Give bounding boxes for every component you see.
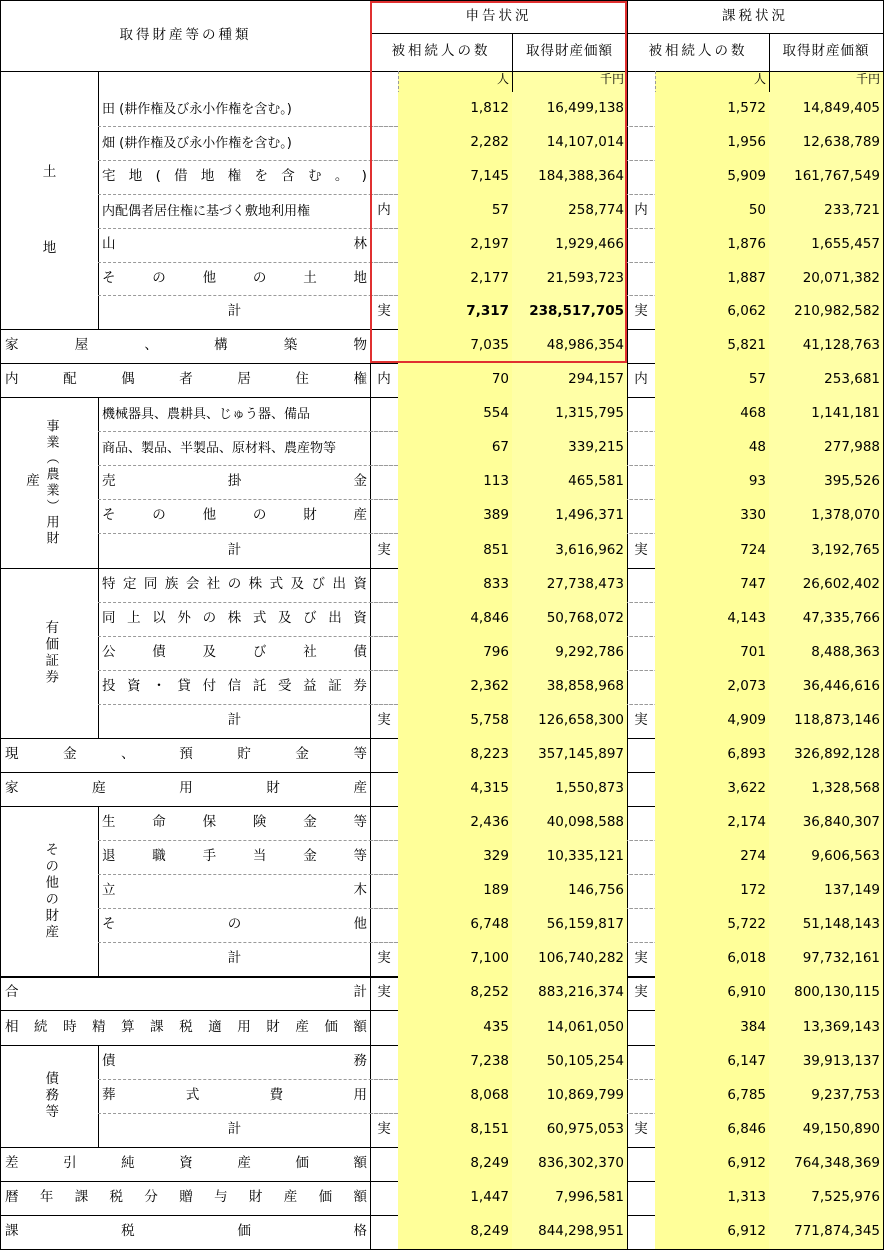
declared-count: 7,317	[466, 303, 509, 320]
taxed-value: 277,988	[824, 439, 880, 456]
group-debts: 債務等	[42, 1071, 59, 1121]
taxed-value: 26,602,402	[802, 576, 880, 593]
row-label-text: 宅 地 ( 借 地 権 を 含 む 。 )	[102, 168, 367, 185]
marker: 実	[377, 950, 391, 967]
row-label-text: 公 債 及 び 社 債	[102, 644, 367, 661]
row-label	[1, 363, 370, 397]
declared-count: 57	[491, 202, 509, 219]
taxed-value: 3,192,765	[811, 541, 880, 558]
declared-value: 836,302,370	[538, 1155, 624, 1172]
taxed-count: 6,785	[727, 1087, 766, 1104]
row-label	[98, 194, 370, 228]
row-label	[98, 602, 370, 636]
group-business-prefix: 産	[26, 473, 40, 490]
declared-count: 2,197	[470, 236, 509, 253]
header-declared-count: 被相続人の数	[391, 43, 491, 60]
taxed-value: 14,849,405	[802, 100, 880, 117]
row-label-text: 差 引 純 資 産 価 額	[5, 1155, 367, 1172]
taxed-count: 384	[740, 1018, 766, 1035]
row-label-text: 同 上 以 外 の 株 式 及 び 出 資	[102, 610, 367, 627]
marker: 内	[377, 202, 391, 219]
marker: 実	[634, 950, 648, 967]
declared-value: 50,105,254	[546, 1053, 624, 1070]
taxed-count: 5,722	[727, 916, 766, 933]
declared-value: 106,740,282	[538, 950, 624, 967]
taxed-value: 9,237,753	[811, 1087, 880, 1104]
marker: 実	[634, 303, 648, 320]
row-label-text: 生 命 保 険 金 等	[102, 814, 367, 831]
declared-count: 2,436	[470, 814, 509, 831]
row-label-text: 計	[227, 541, 242, 558]
taxed-value: 1,378,070	[811, 507, 880, 524]
row-label	[1, 329, 370, 363]
declared-count: 2,282	[470, 134, 509, 151]
row-label	[98, 670, 370, 704]
declared-count: 8,249	[470, 1223, 509, 1240]
declared-value: 357,145,897	[538, 746, 624, 763]
row-label-text: 計	[227, 1121, 242, 1138]
group-securities: 有価証券	[42, 620, 59, 686]
taxed-value: 764,348,369	[794, 1155, 880, 1172]
row-label	[98, 908, 370, 942]
taxed-value: 395,526	[824, 473, 880, 490]
row-label	[1, 976, 370, 1010]
taxed-value: 7,525,976	[811, 1189, 880, 1206]
row-label-text: 畑 (耕作権及び永小作権を含む。)	[102, 135, 292, 151]
declared-count: 833	[483, 576, 509, 593]
row-label	[98, 160, 370, 194]
marker: 実	[634, 712, 648, 729]
declared-value: 184,388,364	[538, 168, 624, 185]
row-label	[98, 295, 370, 329]
declared-count: 4,846	[470, 610, 509, 627]
taxed-count: 4,143	[727, 610, 766, 627]
declared-count: 67	[491, 439, 509, 456]
declared-value: 1,496,371	[555, 507, 624, 524]
declared-count: 1,447	[470, 1189, 509, 1206]
declared-value: 883,216,374	[538, 984, 624, 1001]
taxed-value: 49,150,890	[802, 1121, 880, 1138]
highlight-box	[370, 1, 627, 363]
row-label-text: そ の 他 の 財 産	[102, 507, 367, 524]
declared-count: 1,812	[470, 100, 509, 117]
declared-value: 1,929,466	[555, 236, 624, 253]
declared-value: 27,738,473	[546, 576, 624, 593]
row-label-text: 山 林	[102, 236, 367, 253]
header-declared-value: 取得財産価額	[526, 43, 613, 60]
declared-value: 16,499,138	[546, 100, 624, 117]
taxed-count: 1,313	[727, 1189, 766, 1206]
taxed-value: 771,874,345	[794, 1223, 880, 1240]
row-label	[98, 1079, 370, 1113]
declared-count: 6,748	[470, 916, 509, 933]
declared-value: 339,215	[568, 439, 624, 456]
taxed-count: 2,174	[727, 814, 766, 831]
row-label	[98, 1045, 370, 1079]
row-label-text: 合 計	[5, 984, 367, 1001]
declared-value: 1,315,795	[555, 405, 624, 422]
row-label-text: 計	[227, 712, 242, 729]
taxed-value: 36,446,616	[802, 678, 880, 695]
taxed-count: 6,147	[727, 1053, 766, 1070]
row-label-text: そ の 他 の 土 地	[102, 269, 367, 286]
row-label-text: 売 掛 金	[102, 473, 367, 490]
marker: 実	[377, 541, 391, 558]
row-label-text: 葬 式 費 用	[102, 1087, 367, 1104]
taxed-value: 253,681	[824, 371, 880, 388]
taxed-value: 12,638,789	[802, 134, 880, 151]
declared-count: 8,223	[470, 746, 509, 763]
taxed-value: 51,148,143	[802, 916, 880, 933]
taxed-count: 1,887	[727, 269, 766, 286]
unit-people: 人	[753, 72, 766, 86]
row-label-text: 計	[227, 303, 242, 320]
row-label-text: 特 定 同 族 会 社 の 株 式 及 び 出 資	[102, 576, 367, 593]
row-label	[1, 1147, 370, 1181]
row-label-text: 内配偶者居住権に基づく敷地利用権	[102, 203, 311, 219]
row-label	[98, 397, 370, 431]
marker: 実	[377, 712, 391, 729]
taxed-value: 41,128,763	[802, 337, 880, 354]
taxed-count: 2,073	[727, 678, 766, 695]
taxed-count: 6,893	[727, 746, 766, 763]
declared-count: 7,035	[470, 337, 509, 354]
unit-thousand-yen: 千円	[855, 72, 880, 86]
taxed-count: 1,956	[727, 134, 766, 151]
group-land: 土 地	[42, 164, 57, 256]
taxed-value: 13,369,143	[802, 1018, 880, 1035]
row-label-text: 機械器具、農耕具、じゅう器、備品	[102, 406, 311, 422]
marker: 実	[377, 303, 391, 320]
row-label-text: 計	[227, 950, 242, 967]
declared-count: 4,315	[470, 780, 509, 797]
taxed-count: 93	[748, 473, 766, 490]
taxed-count: 6,910	[727, 984, 766, 1001]
row-label	[1, 738, 370, 772]
marker: 実	[634, 984, 648, 1001]
marker: 実	[634, 1121, 648, 1138]
declared-value: 56,159,817	[546, 916, 624, 933]
declared-count: 5,758	[470, 712, 509, 729]
taxed-value: 1,655,457	[811, 236, 880, 253]
declared-count: 2,177	[470, 269, 509, 286]
row-label-text: そ の 他	[102, 916, 367, 933]
taxed-count: 330	[740, 507, 766, 524]
taxed-count: 6,912	[727, 1155, 766, 1172]
row-label	[1, 1181, 370, 1215]
row-label	[98, 704, 370, 738]
row-label-text: 退 職 手 当 金 等	[102, 848, 367, 865]
row-label	[98, 806, 370, 840]
marker: 実	[377, 984, 391, 1001]
taxed-value: 97,732,161	[802, 950, 880, 967]
taxed-value: 36,840,307	[802, 814, 880, 831]
declared-count: 329	[483, 848, 509, 865]
taxed-count: 1,876	[727, 236, 766, 253]
declared-count: 851	[483, 541, 509, 558]
row-label	[98, 942, 370, 976]
row-label	[98, 431, 370, 465]
row-label	[98, 228, 370, 262]
taxed-count: 747	[740, 576, 766, 593]
taxed-count: 3,622	[727, 780, 766, 797]
declared-value: 146,756	[568, 882, 624, 899]
taxed-value: 20,071,382	[802, 269, 880, 286]
taxed-value: 47,335,766	[802, 610, 880, 627]
row-label	[98, 262, 370, 295]
declared-count: 8,252	[470, 984, 509, 1001]
row-label	[98, 874, 370, 908]
declared-value: 294,157	[568, 371, 624, 388]
taxed-count: 274	[740, 848, 766, 865]
taxed-count: 5,821	[727, 337, 766, 354]
declared-value: 1,550,873	[555, 780, 624, 797]
row-label	[98, 499, 370, 533]
declared-count: 8,151	[470, 1121, 509, 1138]
declared-count: 796	[483, 644, 509, 661]
unit-thousand-yen: 千円	[599, 72, 624, 86]
marker: 内	[634, 202, 648, 219]
taxed-count: 57	[748, 371, 766, 388]
row-label	[1, 1010, 370, 1045]
taxed-value: 39,913,137	[802, 1053, 880, 1070]
taxed-value: 161,767,549	[794, 168, 880, 185]
row-label-text: 商品、製品、半製品、原材料、農産物等	[102, 440, 337, 456]
declared-count: 189	[483, 882, 509, 899]
row-label-text: 債 務	[102, 1053, 367, 1070]
taxed-count: 4,909	[727, 712, 766, 729]
row-label	[98, 126, 370, 160]
group-business: 事業︵農業︶用財	[43, 418, 59, 547]
declared-value: 10,869,799	[546, 1087, 624, 1104]
row-label	[98, 533, 370, 568]
marker: 内	[634, 371, 648, 388]
header-declared: 申告状況	[465, 8, 532, 25]
taxed-value: 137,149	[824, 882, 880, 899]
taxed-value: 210,982,582	[794, 303, 880, 320]
row-label	[1, 1215, 370, 1249]
row-label	[98, 840, 370, 874]
declared-value: 238,517,705	[529, 303, 624, 320]
declared-count: 554	[483, 405, 509, 422]
declared-value: 7,996,581	[555, 1189, 624, 1206]
declared-value: 14,061,050	[546, 1018, 624, 1035]
taxed-count: 6,018	[727, 950, 766, 967]
row-label-text: 投 資 ・ 貸 付 信 託 受 益 証 券	[102, 678, 367, 695]
row-label-text: 立 木	[102, 882, 367, 899]
unit-people: 人	[496, 72, 509, 86]
taxed-value: 1,141,181	[811, 405, 880, 422]
header-taxed: 課税状況	[722, 8, 788, 25]
taxed-count: 172	[740, 882, 766, 899]
declared-value: 50,768,072	[546, 610, 624, 627]
group-other: その他の財産	[42, 841, 59, 941]
taxed-value: 233,721	[824, 202, 880, 219]
header-kind: 取得財産等の種類	[119, 27, 252, 44]
taxed-count: 468	[740, 405, 766, 422]
taxed-count: 6,846	[727, 1121, 766, 1138]
row-label	[98, 465, 370, 499]
marker: 内	[377, 371, 391, 388]
row-label-text: 家 庭 用 財 産	[5, 780, 367, 797]
declared-value: 14,107,014	[546, 134, 624, 151]
row-label-text: 課 税 価 格	[5, 1223, 367, 1240]
declared-value: 10,335,121	[546, 848, 624, 865]
row-label-text: 相 続 時 精 算 課 税 適 用 財 産 価 額	[5, 1018, 367, 1035]
taxed-count: 6,912	[727, 1223, 766, 1240]
row-label	[98, 1113, 370, 1147]
taxed-value: 1,328,568	[811, 780, 880, 797]
taxed-count: 701	[740, 644, 766, 661]
declared-count: 389	[483, 507, 509, 524]
taxed-count: 724	[740, 541, 766, 558]
declared-value: 40,098,588	[546, 814, 624, 831]
row-label-text: 内 配 偶 者 居 住 権	[5, 371, 367, 388]
declared-value: 21,593,723	[546, 269, 624, 286]
row-label	[1, 772, 370, 806]
row-label	[98, 636, 370, 670]
taxed-value: 800,130,115	[794, 984, 880, 1001]
header-taxed-value: 取得財産価額	[782, 43, 870, 60]
taxed-value: 9,606,563	[811, 848, 880, 865]
declared-value: 3,616,962	[555, 541, 624, 558]
declared-count: 2,362	[470, 678, 509, 695]
taxed-count: 6,062	[727, 303, 766, 320]
taxed-count: 48	[748, 439, 766, 456]
row-label-text: 家 屋 、 構 築 物	[5, 337, 367, 354]
declared-count: 70	[491, 371, 509, 388]
header-taxed-count: 被相続人の数	[648, 43, 748, 60]
row-label-text: 暦 年 課 税 分 贈 与 財 産 価 額	[5, 1189, 367, 1206]
declared-count: 435	[483, 1018, 509, 1035]
declared-value: 38,858,968	[546, 678, 624, 695]
declared-count: 8,249	[470, 1155, 509, 1172]
marker: 実	[377, 1121, 391, 1138]
taxed-count: 50	[748, 202, 766, 219]
marker: 実	[634, 541, 648, 558]
declared-count: 7,145	[470, 168, 509, 185]
declared-value: 844,298,951	[538, 1223, 624, 1240]
taxed-value: 326,892,128	[794, 746, 880, 763]
declared-value: 9,292,786	[555, 644, 624, 661]
declared-value: 126,658,300	[538, 712, 624, 729]
row-label	[98, 92, 370, 126]
taxed-value: 118,873,146	[794, 712, 880, 729]
declared-count: 8,068	[470, 1087, 509, 1104]
row-label-text: 田 (耕作権及び永小作権を含む。)	[102, 101, 292, 117]
declared-value: 258,774	[568, 202, 624, 219]
declared-count: 7,238	[470, 1053, 509, 1070]
declared-value: 60,975,053	[546, 1121, 624, 1138]
row-label	[98, 568, 370, 602]
declared-count: 113	[483, 473, 509, 490]
declared-count: 7,100	[470, 950, 509, 967]
declared-value: 48,986,354	[546, 337, 624, 354]
taxed-count: 1,572	[727, 100, 766, 117]
row-label-text: 現 金 、 預 貯 金 等	[5, 746, 367, 763]
taxed-value: 8,488,363	[811, 644, 880, 661]
taxed-count: 5,909	[727, 168, 766, 185]
declared-value: 465,581	[568, 473, 624, 490]
